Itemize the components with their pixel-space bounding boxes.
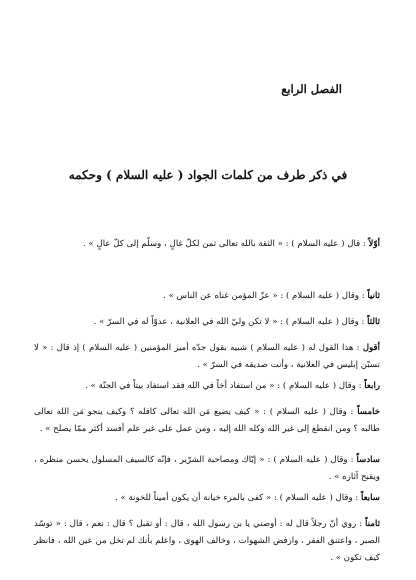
paragraph-text: : وقال ( عليه السلام ) : « من استفاد أخاً في الله فقد استفاد بيتاً في الجنّة » . xyxy=(85,381,362,391)
paragraph-4 xyxy=(34,340,380,374)
paragraph-1 xyxy=(34,236,380,253)
paragraph-lead: ثامناً xyxy=(365,519,380,529)
paragraph-lead: ثانياً xyxy=(367,291,380,301)
paragraph-lead: أوّلاً xyxy=(368,239,380,249)
paragraph-8 xyxy=(34,490,380,507)
paragraph-text: : قال ( عليه السلام ) : « الثقة بالله تعالى ثمن لكلّ غالٍ ، وسلّم إلى كلّ عالٍ » . xyxy=(83,239,366,249)
paragraph-6 xyxy=(34,404,380,438)
chapter-heading: الفصل الرابع xyxy=(281,82,342,96)
paragraph-lead: سابعاً xyxy=(361,493,380,503)
paragraph-2 xyxy=(34,288,380,305)
paragraph-lead: رابعاً xyxy=(364,381,380,391)
paragraph-text: : وقال ( عليه السلام ) : « عزّ المؤمن غناه عن الناس » . xyxy=(163,291,365,301)
paragraph-text: : وقال ( عليه السلام ) : « كيف يضيع مَن الله تعالى كافله ؟ وكيف ينجو مَن الله تعالى طالبه ؟ ومن انقطع إلى غير الله وكله الله إليه ، ومن عمل على غير علم أفسد أكثر ممّا يصلح » . xyxy=(34,407,380,434)
paragraph-lead: ثالثاً xyxy=(367,317,380,327)
paragraph-text: : وقال ( عليه السلام ) : « كفى بالمرء خيانة أن يكون أميناً للخونة » . xyxy=(115,493,359,503)
paragraph-lead: أقول xyxy=(362,343,381,353)
paragraph-text: : روي أنّ رجلاً قال له : أوصني يا بن رسول الله ، قال : أو تقبل ؟ قال : نعم ، قال : « توسّد الصبر ، واعتنق الفقر ، وارفض الشهوات ، وخالف الهوى ، واعلم بأنك لم تخل من عين الله ، فانظر كيف تكون » . xyxy=(34,519,380,563)
paragraph-9 xyxy=(34,516,380,567)
paragraph-text: : وقال ( عليه السلام ) : « لا تكن وليّ الله في العلانية ، عدوّاً له في السرّ » . xyxy=(93,317,365,327)
paragraph-text: : هذا القول له ( عليه السلام ) شبيه بقول جدّه أمير المؤمنين ( عليه السلام ) إذ قال : « لا تسبّن إبليس في العلانية ، وأنت صديقه في السرّ » . xyxy=(34,343,380,370)
paragraph-3 xyxy=(34,314,380,331)
paragraph-text: : وقال ( عليه السلام ) : « إيّاك ومصاحبة الشرّير ، فإنّه كالسيف المسلول يحسن منظره ، ويقبح آثاره » . xyxy=(34,455,380,482)
paragraph-lead: خامساً xyxy=(357,407,381,417)
paragraph-5 xyxy=(34,378,380,395)
paragraph-lead: سادساً xyxy=(356,455,380,465)
section-title: في ذكر طرف من كلمات الجواد ( عليه السلام ) وحكمه xyxy=(68,168,348,182)
paragraph-7 xyxy=(34,452,380,486)
